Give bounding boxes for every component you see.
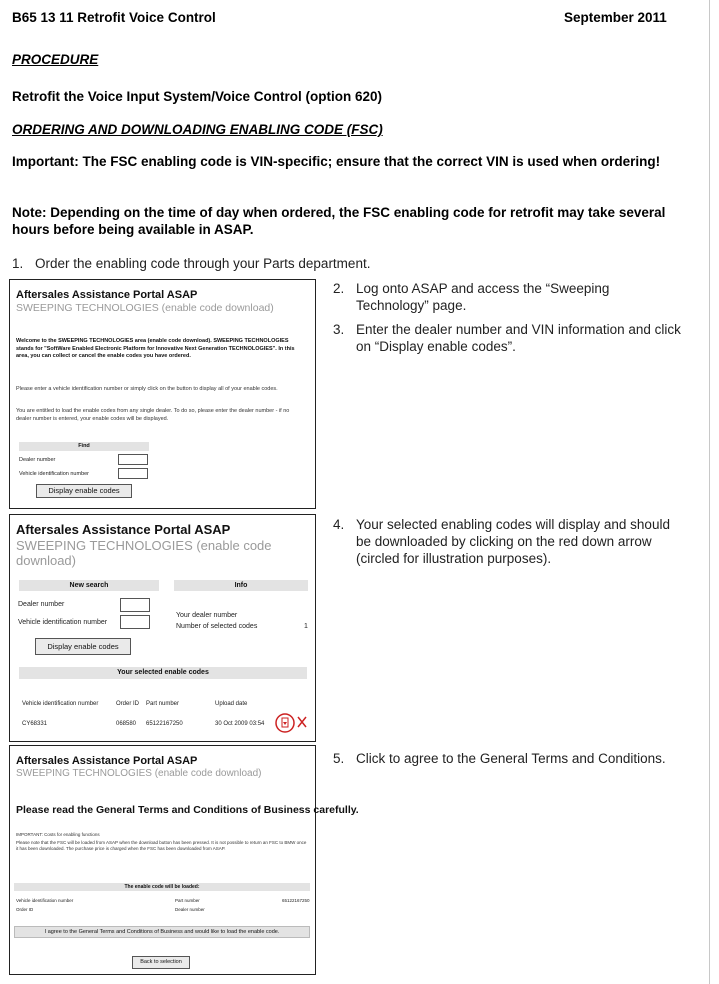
dealer-number-label: Dealer number [175,907,205,912]
part-number-label: Part number [175,898,200,903]
step-3 [333,321,683,357]
row-upload-date: 30 Oct 2009 03:54 [215,721,265,727]
order-id-label: Order ID [16,907,34,912]
step-text: Enter the dealer number and VIN information and click on “Display enable codes”. [356,322,681,354]
agree-terms-button[interactable]: I agree to the General Terms and Conditions of Business and would like to load the enable code. [14,926,310,938]
portal-title: Aftersales Assistance Portal ASAP [16,289,198,301]
dealer-text: You are entitled to load the enable codes from any single dealer. To do so, please enter the dealer number - if no dealer number is entered, your enable codes will be displayed. [16,408,290,422]
vin-input[interactable] [120,615,150,629]
portal-subtitle: SWEEPING TECHNOLOGIES (enable code download) [16,538,272,568]
column-upload-date: Upload date [215,701,248,707]
dealer-number-input[interactable] [118,454,148,465]
read-terms-heading: Please read the General Terms and Conditions of Business carefully. [16,804,359,816]
back-to-selection-button[interactable]: Back to selection [132,956,190,969]
find-header: Find [19,442,149,451]
your-dealer-number-label: Your dealer number [176,612,238,619]
welcome-text: Welcome to the SWEEPING TECHNOLOGIES area (enable code download). SWEEPING TECHNOLOGIES stands for "SoftWare Enabled Electronic Platform for Innovative Next Generation TECHNOLOGIES". In this area, you can collect or cancel the enable codes you have ordered. [16,338,295,359]
important-note: Important: The FSC enabling code is VIN-specific; ensure that the correct VIN is used when ordering! [12,154,661,169]
ordering-heading: ORDERING AND DOWNLOADING ENABLING CODE (FSC) [12,122,383,137]
display-enable-codes-button[interactable]: Display enable codes [36,484,132,498]
portal-title: Aftersales Assistance Portal ASAP [16,755,198,767]
portal-subtitle: SWEEPING TECHNOLOGIES (enable code download) [16,768,262,779]
info-header: Info [174,580,308,591]
terms-body: Please note that the FSC will be loaded from ASAP when the download button has been pressed. It is not possible to return an FSC to BMW once it has been downloaded. The purchase price is charged when the FSC has been downloaded from ASAP. [16,840,307,851]
vin-label: Vehicle identification number [18,619,108,626]
column-part-number: Part number [146,701,180,707]
timing-note: Note: Depending on the time of day when ordered, the FSC enabling code for retrofit may take several hours before being available in ASAP. [12,205,666,237]
instruction-text: Please enter a vehicle identification number or simply click on the button to display all of your enable codes. [16,386,278,392]
vin-input[interactable] [118,468,148,479]
download-arrow-icon[interactable] [274,712,296,734]
screenshot-asap-terms [9,745,359,975]
new-search-header: New search [19,580,159,591]
selected-codes-label: Number of selected codes [176,623,258,630]
column-vin: Vehicle identification number [22,701,99,707]
step-number: 5. [333,751,345,766]
loaded-header: The enable code will be loaded: [14,883,310,891]
step-text: Click to agree to the General Terms and Conditions. [356,751,666,766]
document-header-date: September 2011 [564,10,667,25]
part-number-value: 65122167250 [282,898,310,903]
step-text: Your selected enabling codes will display and should be downloaded by clicking on the red down arrow (circled for illustration purposes). [356,517,670,566]
retrofit-line: Retrofit the Voice Input System/Voice Control (option 620) [12,89,383,104]
procedure-heading: PROCEDURE [12,52,99,67]
selected-codes-count: 1 [304,623,308,630]
column-order-id: Order ID [116,701,140,707]
row-part-number: 65122167250 [146,721,183,727]
step-number: 3. [333,322,345,337]
document-header-title: B65 13 11 Retrofit Voice Control [12,10,216,25]
step-number: 1. [12,256,24,271]
portal-subtitle: SWEEPING TECHNOLOGIES (enable code download) [16,302,274,314]
step-text: Log onto ASAP and access the “Sweeping Technology” page. [356,281,610,313]
step-5 [333,750,683,786]
costs-note: IMPORTANT: Costs for enabling functions [16,832,100,837]
screenshot-asap-search [9,279,316,509]
step-text: Order the enabling code through your Parts department. [35,256,371,271]
portal-title: Aftersales Assistance Portal ASAP [16,522,231,537]
step-4 [333,516,683,570]
vin-label: Vehicle identification number [19,471,90,477]
step-1 [12,255,512,273]
selected-codes-header: Your selected enable codes [19,667,307,679]
step-number: 4. [333,517,345,532]
step-2 [333,280,683,316]
page-right-rule [709,0,710,984]
dealer-number-label: Dealer number [19,457,56,463]
row-order-id: 068580 [116,721,137,727]
vin-label: Vehicle identification number [16,898,74,903]
dealer-number-input[interactable] [120,598,150,612]
dealer-number-label: Dealer number [18,601,65,608]
row-vin: CY68331 [22,721,48,727]
step-number: 2. [333,281,345,296]
display-enable-codes-button[interactable]: Display enable codes [35,638,131,655]
screenshot-asap-results [9,514,316,742]
delete-icon[interactable] [297,716,307,728]
